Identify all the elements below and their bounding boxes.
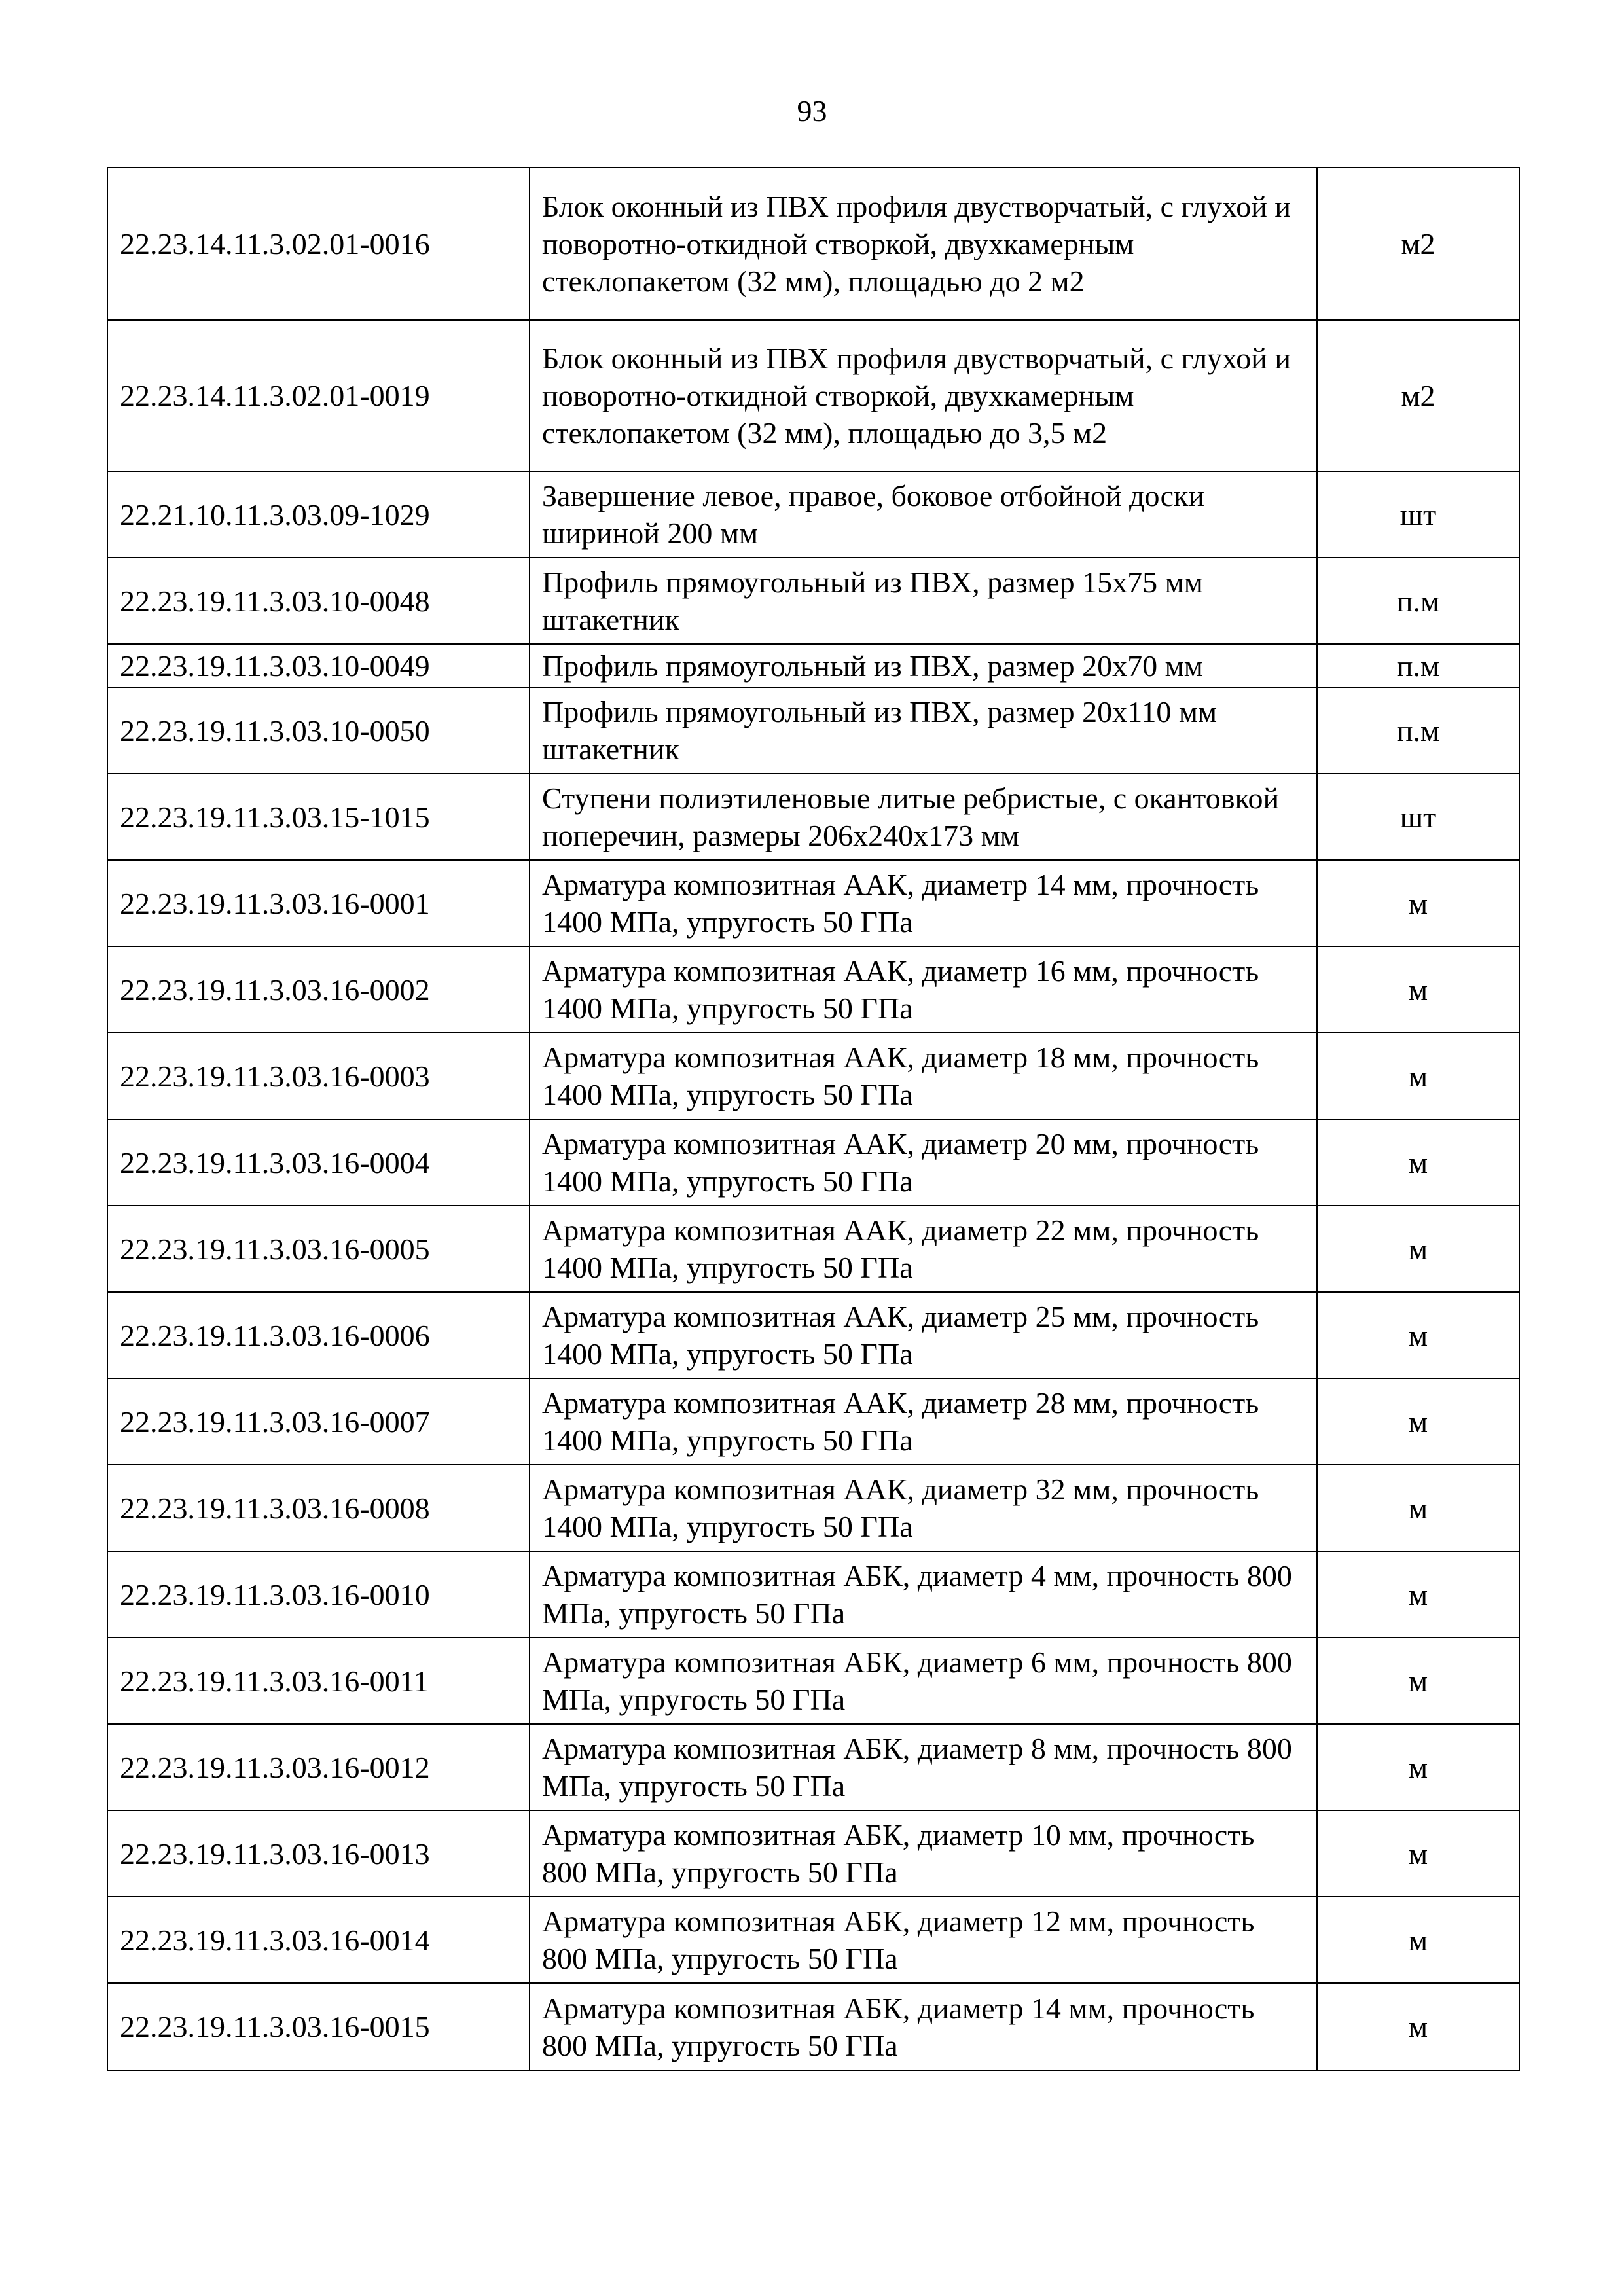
resource-name: Блок оконный из ПВХ профиля двустворчатый, с глухой и поворотно-откидной створкой, двухкамерным стеклопакетом (32 мм), площадью до 2 м2	[530, 168, 1317, 320]
resource-code: 22.23.19.11.3.03.16-0015	[107, 1983, 530, 2070]
table-row	[107, 1724, 1519, 1810]
resource-name: Арматура композитная ААК, диаметр 22 мм, прочность 1400 МПа, упругость 50 ГПа	[530, 1206, 1317, 1292]
unit-of-measure: м2	[1317, 168, 1519, 320]
resource-code: 22.23.19.11.3.03.10-0049	[107, 644, 530, 687]
resource-name: Арматура композитная ААК, диаметр 18 мм, прочность 1400 МПа, упругость 50 ГПа	[530, 1033, 1317, 1119]
resource-table	[107, 167, 1520, 2071]
unit-of-measure: м	[1317, 1465, 1519, 1551]
table-row	[107, 320, 1519, 471]
resource-name: Профиль прямоугольный из ПВХ, размер 20х70 мм	[530, 644, 1317, 687]
unit-of-measure: м	[1317, 946, 1519, 1033]
table-row	[107, 1378, 1519, 1465]
resource-name: Арматура композитная АБК, диаметр 8 мм, прочность 800 МПа, упругость 50 ГПа	[530, 1724, 1317, 1810]
table-row	[107, 1033, 1519, 1119]
resource-name: Арматура композитная АБК, диаметр 6 мм, прочность 800 МПа, упругость 50 ГПа	[530, 1638, 1317, 1724]
unit-of-measure: п.м	[1317, 644, 1519, 687]
table-row	[107, 168, 1519, 320]
table-row	[107, 471, 1519, 558]
table-row	[107, 644, 1519, 687]
resource-name: Блок оконный из ПВХ профиля двустворчатый, с глухой и поворотно-откидной створкой, двухкамерным стеклопакетом (32 мм), площадью до 3,5 м2	[530, 320, 1317, 471]
resource-code: 22.23.19.11.3.03.16-0005	[107, 1206, 530, 1292]
unit-of-measure: м	[1317, 1551, 1519, 1638]
resource-name: Завершение левое, правое, боковое отбойной доски шириной 200 мм	[530, 471, 1317, 558]
unit-of-measure: м	[1317, 1292, 1519, 1378]
resource-code: 22.23.14.11.3.02.01-0019	[107, 320, 530, 471]
unit-of-measure: м	[1317, 1033, 1519, 1119]
table-row	[107, 774, 1519, 860]
unit-of-measure: м	[1317, 860, 1519, 946]
unit-of-measure: п.м	[1317, 687, 1519, 774]
resource-code: 22.23.19.11.3.03.16-0008	[107, 1465, 530, 1551]
resource-name: Арматура композитная ААК, диаметр 20 мм, прочность 1400 МПа, упругость 50 ГПа	[530, 1119, 1317, 1206]
resource-code: 22.23.19.11.3.03.15-1015	[107, 774, 530, 860]
table-row	[107, 1465, 1519, 1551]
resource-name: Арматура композитная АБК, диаметр 14 мм, прочность 800 МПа, упругость 50 ГПа	[530, 1983, 1317, 2070]
resource-name: Арматура композитная АБК, диаметр 12 мм, прочность 800 МПа, упругость 50 ГПа	[530, 1897, 1317, 1983]
table-row	[107, 1810, 1519, 1897]
resource-name: Ступени полиэтиленовые литые ребристые, с окантовкой поперечин, размеры 206х240х173 мм	[530, 774, 1317, 860]
unit-of-measure: шт	[1317, 774, 1519, 860]
unit-of-measure: м	[1317, 1119, 1519, 1206]
resource-code: 22.23.19.11.3.03.10-0050	[107, 687, 530, 774]
resource-code: 22.23.14.11.3.02.01-0016	[107, 168, 530, 320]
unit-of-measure: м	[1317, 1897, 1519, 1983]
resource-name: Профиль прямоугольный из ПВХ, размер 20х110 мм штакетник	[530, 687, 1317, 774]
unit-of-measure: п.м	[1317, 558, 1519, 644]
resource-name: Арматура композитная ААК, диаметр 14 мм, прочность 1400 МПа, упругость 50 ГПа	[530, 860, 1317, 946]
page-number: 93	[797, 94, 827, 128]
unit-of-measure: м	[1317, 1983, 1519, 2070]
table-row	[107, 1292, 1519, 1378]
resource-code: 22.23.19.11.3.03.16-0006	[107, 1292, 530, 1378]
resource-code: 22.23.19.11.3.03.16-0013	[107, 1810, 530, 1897]
table-row	[107, 687, 1519, 774]
resource-code: 22.23.19.11.3.03.16-0014	[107, 1897, 530, 1983]
table-row	[107, 1983, 1519, 2070]
resource-code: 22.23.19.11.3.03.16-0003	[107, 1033, 530, 1119]
table-row	[107, 558, 1519, 644]
resource-name: Профиль прямоугольный из ПВХ, размер 15х75 мм штакетник	[530, 558, 1317, 644]
table-row	[107, 946, 1519, 1033]
resource-name: Арматура композитная ААК, диаметр 32 мм, прочность 1400 МПа, упругость 50 ГПа	[530, 1465, 1317, 1551]
table-row	[107, 1638, 1519, 1724]
resource-code: 22.23.19.11.3.03.16-0011	[107, 1638, 530, 1724]
unit-of-measure: м	[1317, 1206, 1519, 1292]
unit-of-measure: м	[1317, 1638, 1519, 1724]
resource-name: Арматура композитная АБК, диаметр 10 мм, прочность 800 МПа, упругость 50 ГПа	[530, 1810, 1317, 1897]
resource-code: 22.23.19.11.3.03.16-0001	[107, 860, 530, 946]
resource-code: 22.21.10.11.3.03.09-1029	[107, 471, 530, 558]
resource-code: 22.23.19.11.3.03.16-0012	[107, 1724, 530, 1810]
unit-of-measure: м	[1317, 1378, 1519, 1465]
unit-of-measure: м2	[1317, 320, 1519, 471]
resource-code: 22.23.19.11.3.03.10-0048	[107, 558, 530, 644]
resource-code: 22.23.19.11.3.03.16-0010	[107, 1551, 530, 1638]
resource-name: Арматура композитная ААК, диаметр 16 мм, прочность 1400 МПа, упругость 50 ГПа	[530, 946, 1317, 1033]
resource-name: Арматура композитная АБК, диаметр 4 мм, прочность 800 МПа, упругость 50 ГПа	[530, 1551, 1317, 1638]
table-row	[107, 1551, 1519, 1638]
unit-of-measure: шт	[1317, 471, 1519, 558]
table-row	[107, 1119, 1519, 1206]
resource-code: 22.23.19.11.3.03.16-0007	[107, 1378, 530, 1465]
unit-of-measure: м	[1317, 1810, 1519, 1897]
table-row	[107, 1897, 1519, 1983]
resource-code: 22.23.19.11.3.03.16-0002	[107, 946, 530, 1033]
resource-name: Арматура композитная ААК, диаметр 28 мм, прочность 1400 МПа, упругость 50 ГПа	[530, 1378, 1317, 1465]
table-row	[107, 1206, 1519, 1292]
unit-of-measure: м	[1317, 1724, 1519, 1810]
resource-code: 22.23.19.11.3.03.16-0004	[107, 1119, 530, 1206]
resource-name: Арматура композитная ААК, диаметр 25 мм, прочность 1400 МПа, упругость 50 ГПа	[530, 1292, 1317, 1378]
table-row	[107, 860, 1519, 946]
